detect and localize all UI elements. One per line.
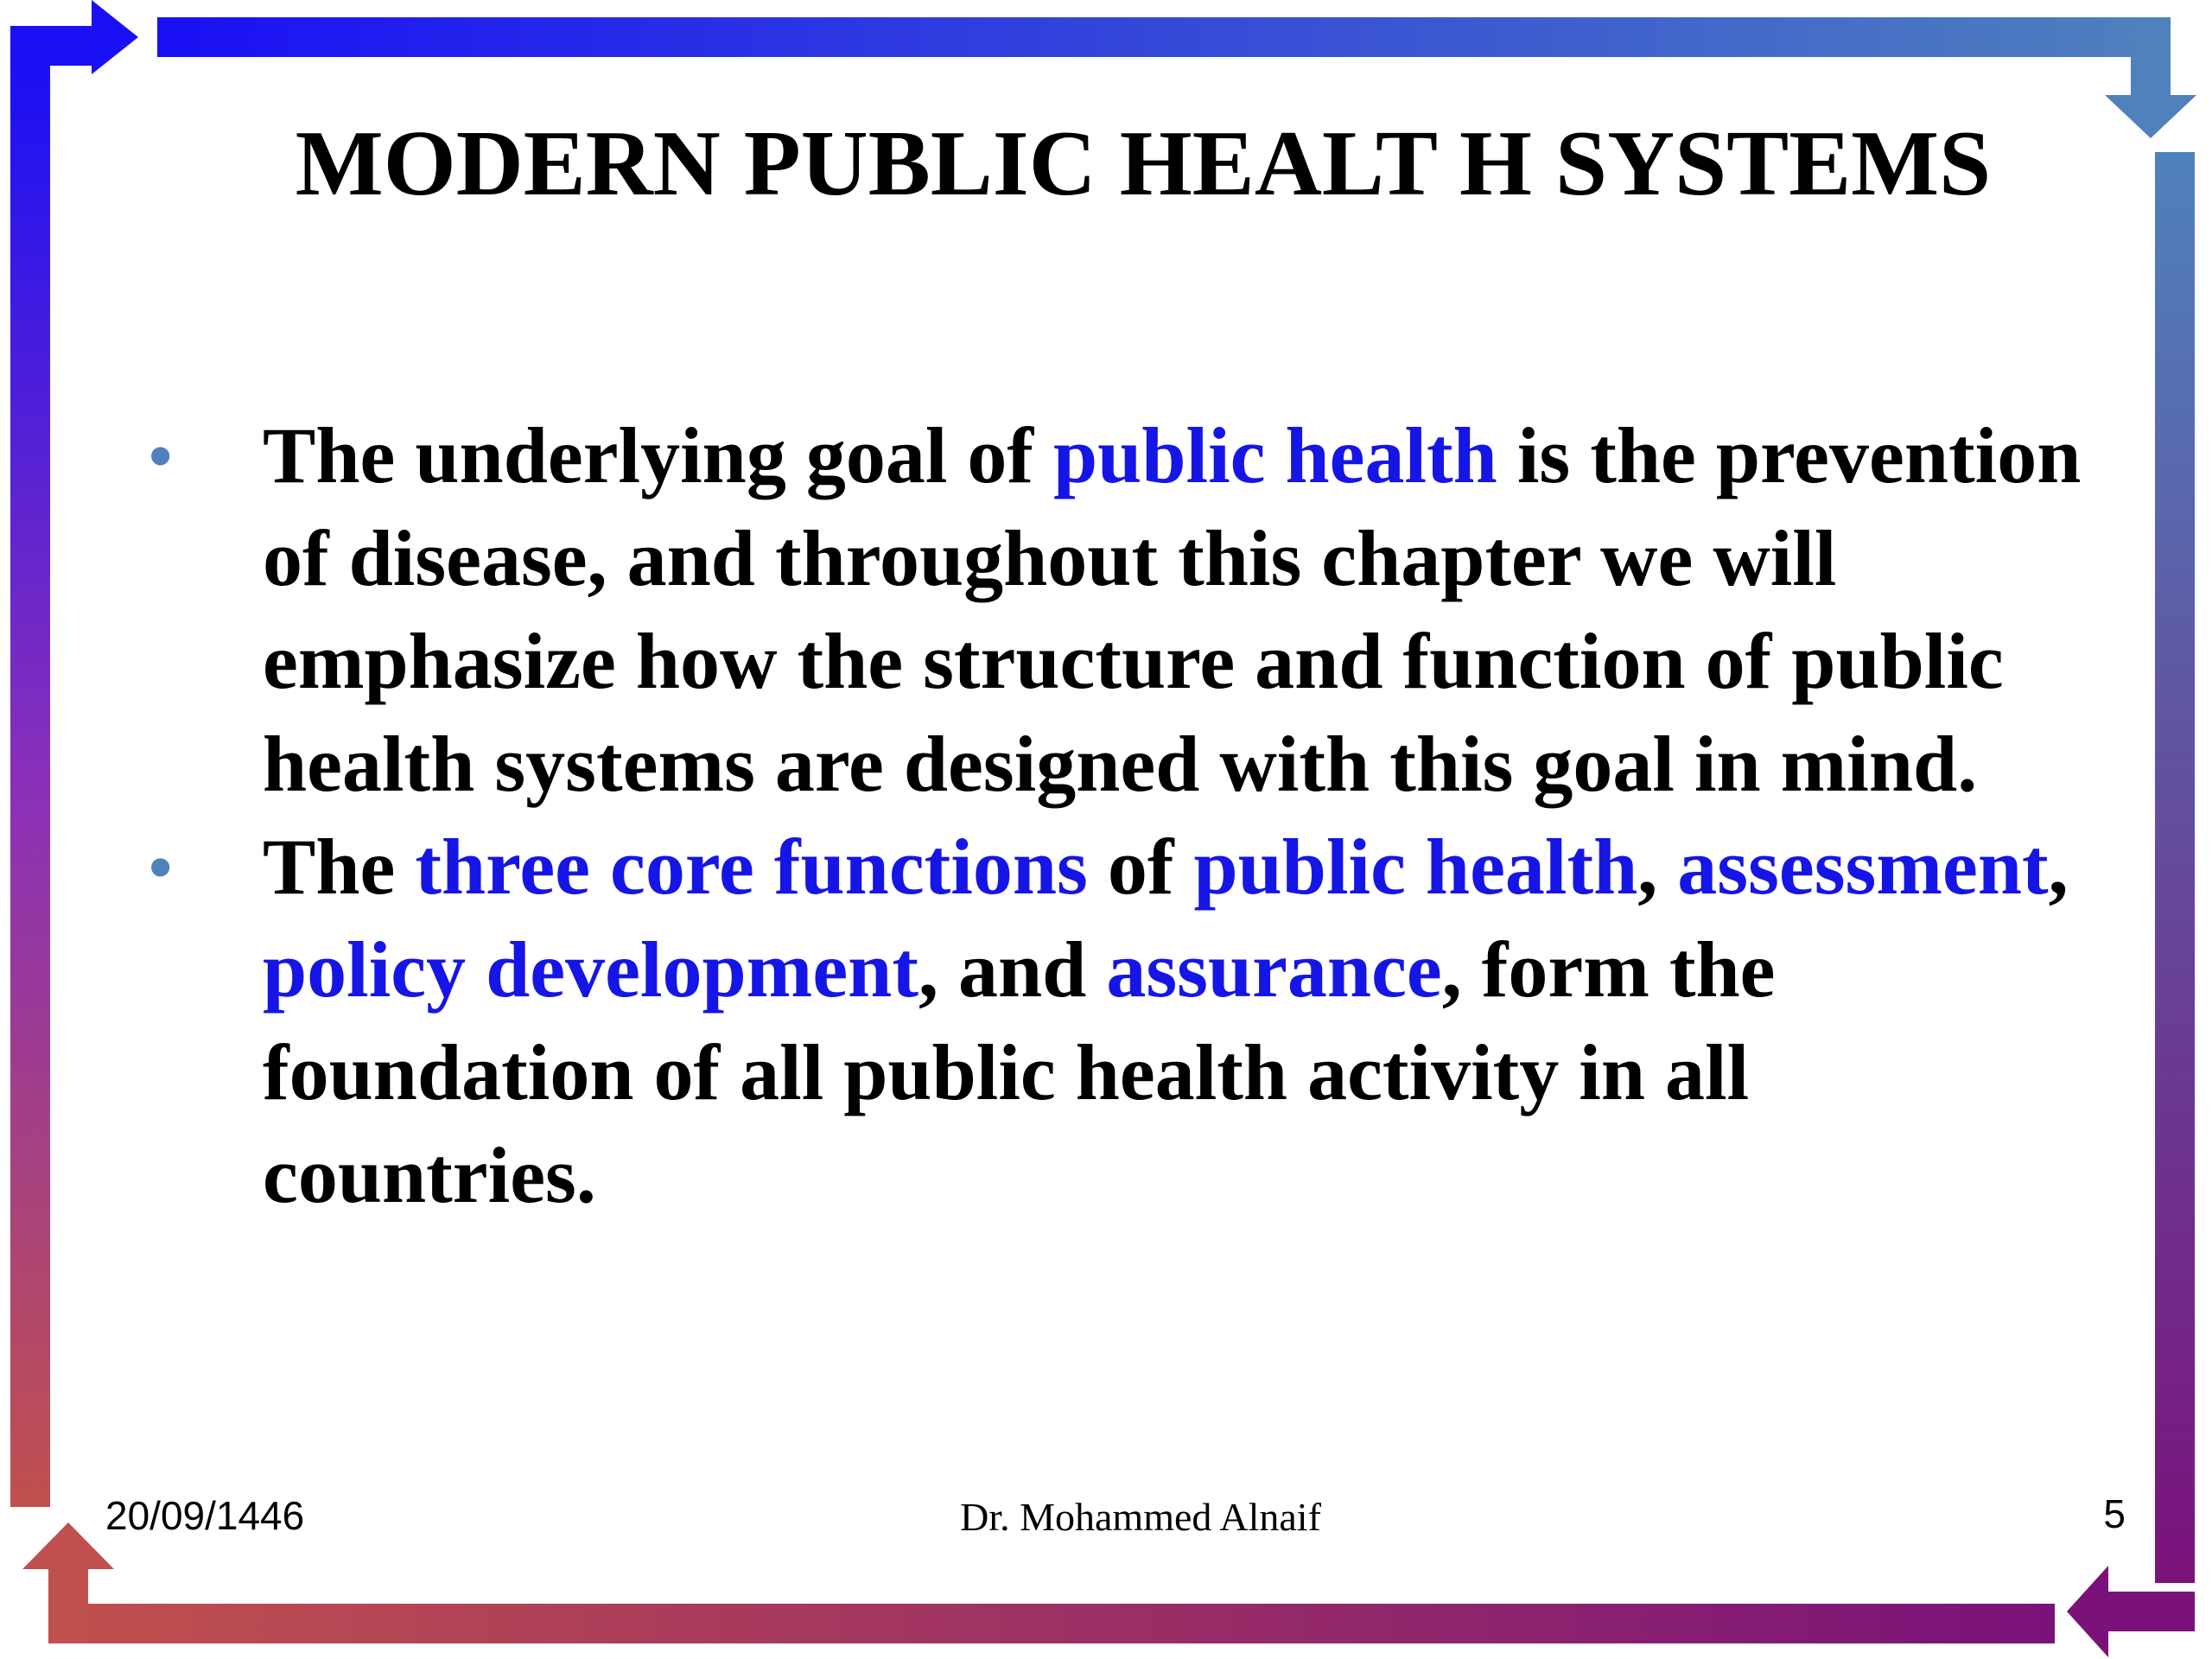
arrow-left-icon <box>2067 1566 2108 1657</box>
bullet-text: , <box>1637 823 1678 911</box>
bullet-text: , form the foundation of all public health activity in all countries. <box>263 925 1776 1219</box>
bullet-marker: • <box>149 417 173 493</box>
footer-author: Dr. Mohammed Alnaif <box>960 1495 1321 1539</box>
highlighted-term: assessment <box>1677 823 2049 911</box>
bullet-item <box>147 404 2091 816</box>
bullet-text: , <box>2048 823 2069 911</box>
bullet-text: The underlying goal of <box>263 411 1054 499</box>
bullet-text: of <box>1087 823 1194 911</box>
highlighted-term: public health <box>1053 411 1497 499</box>
bullet-text: The <box>263 823 416 911</box>
highlighted-term: policy development <box>263 925 918 1014</box>
bullet-text: , and <box>918 925 1107 1014</box>
bullet-item <box>147 816 2091 1227</box>
footer-date: 20/09/1446 <box>105 1493 305 1538</box>
slide-body <box>147 404 2091 1227</box>
highlighted-term: three core functions <box>415 823 1088 911</box>
highlighted-term: assurance <box>1106 925 1442 1014</box>
slide-title: MODERN PUBLIC HEALT H SYSTEMS <box>295 112 1992 215</box>
frame-left-bar <box>10 0 138 1507</box>
slide-number: 5 <box>2103 1491 2126 1536</box>
arrow-right-icon <box>92 0 138 74</box>
arrow-up-icon <box>22 1522 114 1569</box>
bullet-marker: • <box>149 829 173 905</box>
highlighted-term: public health <box>1193 823 1638 911</box>
bullet-text: is the prevention of disease, and throughout this chapter we will emphasize how the structure and function of public health systems are designed with this goal in mind. <box>263 411 2082 808</box>
